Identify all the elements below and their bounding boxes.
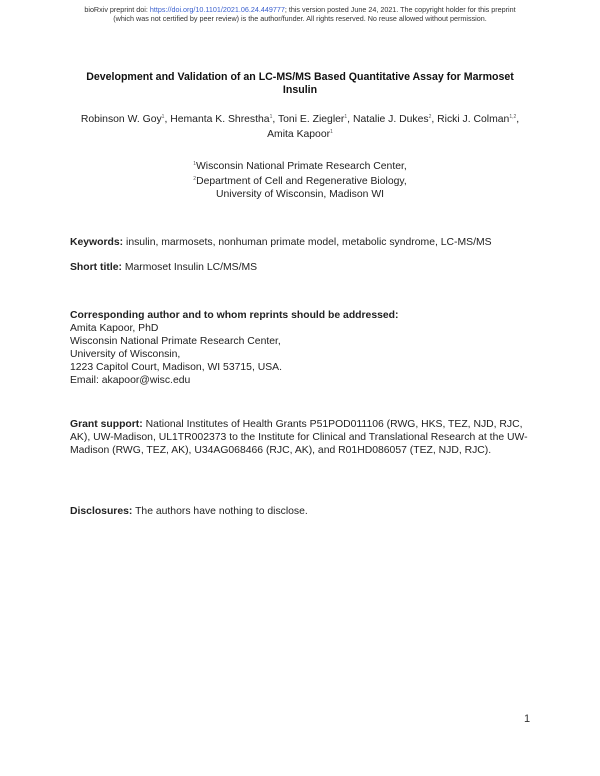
disclosures: Disclosures: The authors have nothing to disclose. [70, 506, 308, 517]
keywords: Keywords: insulin, marmosets, nonhuman primate model, metabolic syndrome, LC-MS/MS [70, 237, 492, 248]
doi-link[interactable]: https://doi.org/10.1101/2021.06.24.449777 [149, 5, 285, 14]
preprint-notice [0, 5, 600, 23]
corresponding-author: Corresponding author and to whom reprints should be addressed: Amita Kapoor, PhD Wisconsin National Primate Research Center, University of Wisconsin, 1223 Capitol Court, Madison, WI 53715, USA. Email: akapoor@wisc.edu [70, 309, 540, 387]
author: Amita Kapoor$^1$ [267, 129, 333, 140]
short-title-label: Short title: [70, 262, 122, 273]
author: Natalie J. Dukes$^2$, [352, 114, 438, 125]
author: Robinson W. Goy$^1$, [80, 114, 171, 125]
disclosures-label: Disclosures: [70, 506, 133, 517]
preprint-line-2: (which was not certified by peer review) is the author/funder. All rights reserved. No reuse allowed without permission. [113, 14, 487, 23]
affiliation: University of Wisconsin, Madison WI [215, 189, 385, 200]
email: Email: akapoor@wisc.edu [70, 375, 191, 386]
short-title: Short title: Marmoset Insulin LC/MS/MS [70, 262, 258, 273]
page-number: 1 [524, 713, 531, 725]
preprint-line-1: bioRxiv preprint doi: https://doi.org/10.1101/2021.06.24.449777; this version posted June 24, 2021. The copyright holder for this preprint [84, 5, 516, 14]
affiliation: $^1$Wisconsin National Primate Research Center, [193, 161, 407, 172]
corresponding-label: Corresponding author and to whom reprints should be addressed: [70, 310, 399, 321]
affiliation: $^2$Department of Cell and Regenerative Biology, [193, 176, 407, 187]
author: Toni E. Ziegler$^1$, [277, 114, 353, 125]
keywords-label: Keywords: [70, 237, 124, 248]
affiliations [150, 158, 450, 201]
author: Hemanta K. Shrestha$^1$, [170, 114, 278, 125]
author: Ricki J. Colman$^{1,2}$, [437, 114, 520, 125]
author-list [60, 111, 540, 141]
paper-title: Development and Validation of an LC-MS/MS Based Quantitative Assay for Marmoset Insulin [86, 71, 514, 96]
grant-support: Grant support: National Institutes of Health Grants P51POD011106 (RWG, HKS, TEZ, NJD, RJC, AK), UW-Madison, UL1TR002373 to the Institute for Clinical and Translational Research at the UW-Madison (RWG, TEZ, AK), U34AG068466 (RJC, AK), and R01HD086057 (TEZ, NJD, RJC). [70, 419, 528, 456]
grant-label: Grant support: [70, 419, 143, 430]
